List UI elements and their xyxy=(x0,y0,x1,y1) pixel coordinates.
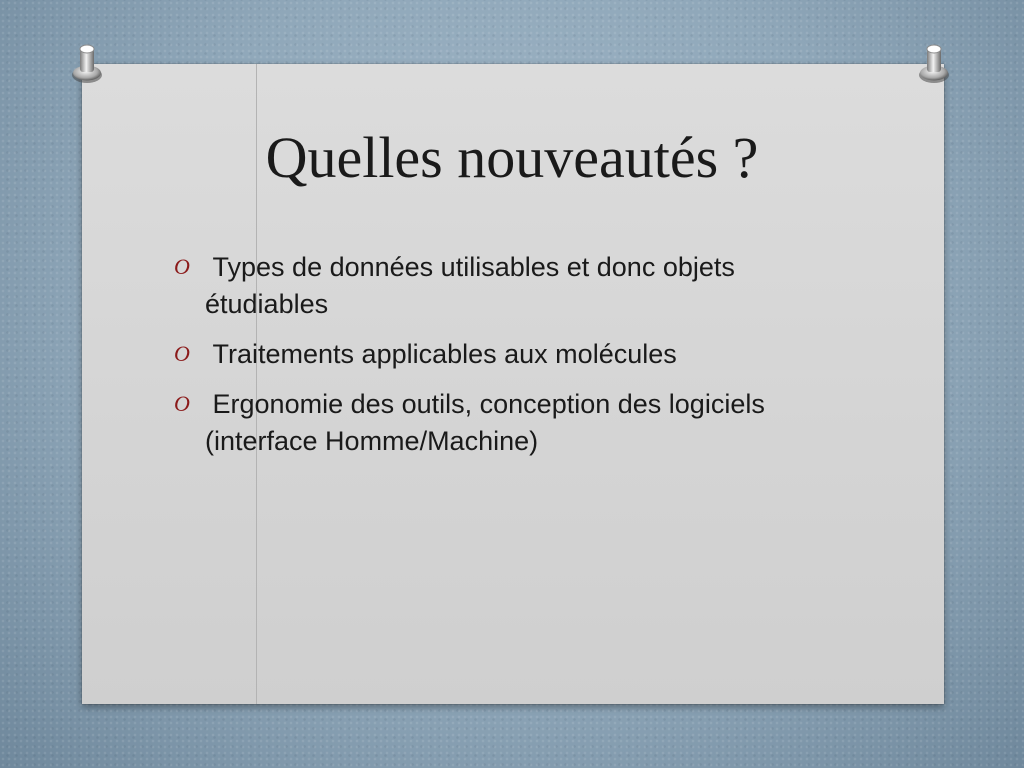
bullet-marker-icon: O xyxy=(174,391,190,416)
bullet-marker-icon: O xyxy=(174,341,190,366)
bullet-item xyxy=(174,386,864,460)
bullet-list xyxy=(174,249,864,473)
slide-title: Quelles nouveautés ? xyxy=(265,125,759,190)
push-pin-icon xyxy=(917,38,951,86)
push-pin-icon xyxy=(70,38,104,86)
bullet-item xyxy=(174,249,864,323)
bullet-item xyxy=(174,336,864,373)
bullet-text: Traitements applicables aux molécules xyxy=(205,339,677,369)
bullet-marker-icon: O xyxy=(174,254,190,279)
bullet-text: Types de données utilisables et donc objets étudiables xyxy=(205,252,743,319)
bullet-text: Ergonomie des outils, conception des logiciels (interface Homme/Machine) xyxy=(205,389,773,456)
